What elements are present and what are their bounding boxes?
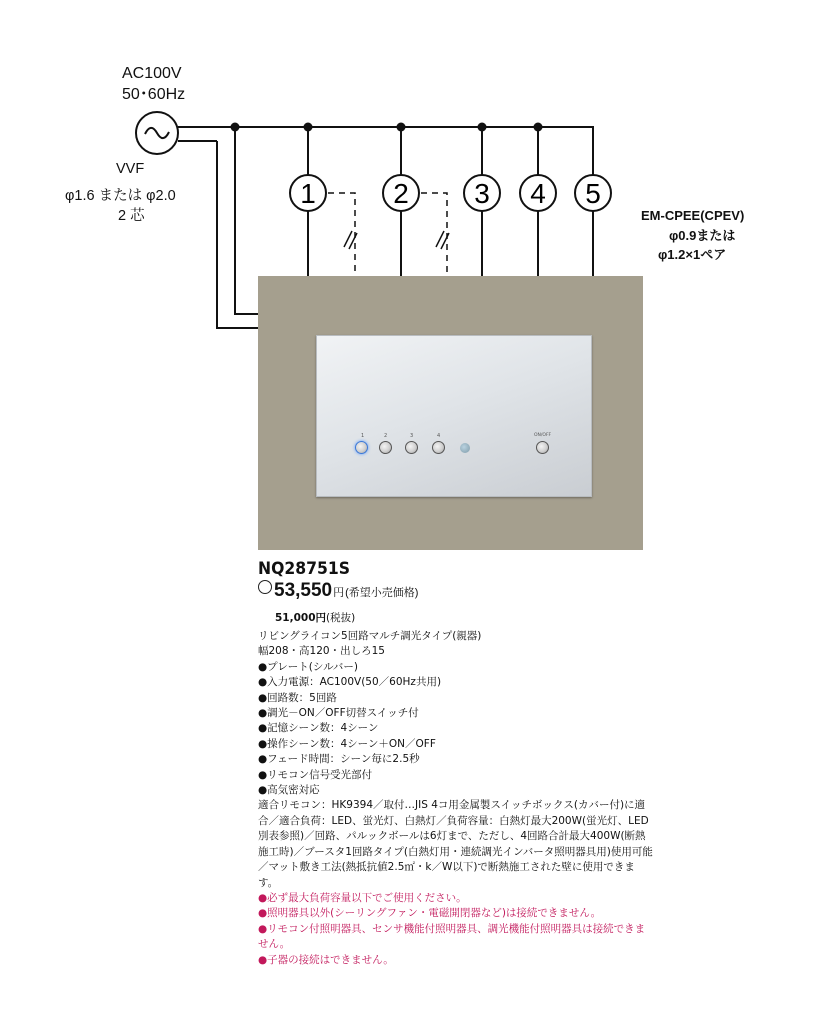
feature-item: ●調光－ON／OFF切替スイッチ付 bbox=[258, 707, 419, 720]
vvf-type: VVF bbox=[116, 161, 145, 177]
supply-frequency: 50･60Hz bbox=[122, 86, 186, 103]
button-number: 1 bbox=[361, 433, 365, 439]
onoff-label: ON/OFF bbox=[534, 433, 552, 438]
description: 適合リモコン：HK9394／取付…JIS 4コ用金属製スイッチボックス(カバー付)に適合／適合負荷：LED、蛍光灯、白熱灯／負荷容量：白熱灯最大200W(蛍光灯、LED別表参照)／回路、パルックボールは6灯まで、ただし、4回路合計最大400W(断熱施工時)／ブースタ1回路タイプ(白熱灯用・連続調光インバータ照明器具用)使用可能／マット敷き工法(熱抵抗値2.5㎡・k／W以下)で断熱施工された壁に使用できます。 bbox=[258, 799, 653, 889]
lamp-number: 4 bbox=[530, 178, 546, 209]
feature-item: ●高気密対応 bbox=[258, 784, 320, 797]
supply-voltage: AC100V bbox=[122, 65, 182, 82]
feed-line-a bbox=[217, 141, 258, 328]
lamp-number: 1 bbox=[300, 178, 316, 209]
vvf-cores: 2 芯 bbox=[118, 208, 145, 224]
feature-item: ●操作シーン数：4シーン＋ON／OFF bbox=[258, 737, 436, 750]
lamp-wire bbox=[538, 127, 593, 175]
price: 53,550 bbox=[274, 580, 333, 601]
model-number: NQ28751S bbox=[258, 559, 351, 579]
lamp-number: 5 bbox=[585, 178, 601, 209]
price-unit: 円 bbox=[333, 587, 345, 599]
feature-item: ●入力電源：AC100V(50／60Hz共用) bbox=[258, 676, 442, 689]
em-cable-type: EM-CPEE(CPEV) bbox=[641, 208, 745, 223]
warning-item: ●必ず最大負荷容量以下でご使用ください。 bbox=[258, 891, 467, 904]
button-number: 2 bbox=[384, 433, 388, 439]
signal-line-dashed bbox=[421, 193, 447, 276]
junction-dot bbox=[231, 123, 240, 132]
scene-button-1[interactable] bbox=[355, 441, 368, 454]
vvf-size: φ1.6 または φ2.0 bbox=[65, 188, 176, 204]
feature-item: ●プレート(シルバー) bbox=[258, 660, 358, 673]
warning-item: ●リモコン付照明器具、センサ機能付照明器具、調光機能付照明器具は接続できません。 bbox=[258, 922, 646, 951]
device-plate bbox=[316, 335, 592, 497]
scene-button-4[interactable] bbox=[432, 441, 445, 454]
button-number: 4 bbox=[437, 433, 441, 439]
em-cable-size: φ0.9または bbox=[669, 228, 736, 243]
warning-item: ●子器の接続はできません。 bbox=[258, 953, 394, 966]
lamp-number: 2 bbox=[393, 178, 409, 209]
price-note: (希望小売価格) bbox=[345, 587, 419, 599]
feature-item: ●フェード時間：シーン毎に2.5秒 bbox=[258, 753, 420, 766]
dimensions: 幅208・高120・出しろ15 bbox=[258, 645, 385, 658]
feed-line-b bbox=[235, 127, 258, 314]
price-circle-icon bbox=[258, 580, 272, 594]
spec-block bbox=[258, 629, 653, 968]
feature-item: ●記憶シーン数：4シーン bbox=[258, 722, 379, 735]
price-excl-tax-row bbox=[275, 610, 355, 625]
feature-item: ●回路数：5回路 bbox=[258, 691, 337, 704]
scene-button-2[interactable] bbox=[379, 441, 392, 454]
feature-item: ●リモコン信号受光部付 bbox=[258, 768, 373, 781]
button-number: 3 bbox=[410, 433, 414, 439]
lamp-number: 3 bbox=[474, 178, 490, 209]
tax-note: (税抜) bbox=[326, 612, 356, 624]
onoff-button[interactable] bbox=[536, 441, 549, 454]
remote-sensor bbox=[460, 443, 470, 453]
product-name: リビングライコン5回路マルチ調光タイプ(親器) bbox=[258, 630, 482, 642]
warning-item: ●照明器具以外(シーリングファン・電磁開閉器など)は接続できません。 bbox=[258, 907, 602, 920]
scene-button-3[interactable] bbox=[405, 441, 418, 454]
price-excl-tax: 51,000円 bbox=[275, 612, 327, 624]
price-row bbox=[258, 580, 418, 602]
em-cable-pair: φ1.2×1ペア bbox=[658, 247, 727, 262]
